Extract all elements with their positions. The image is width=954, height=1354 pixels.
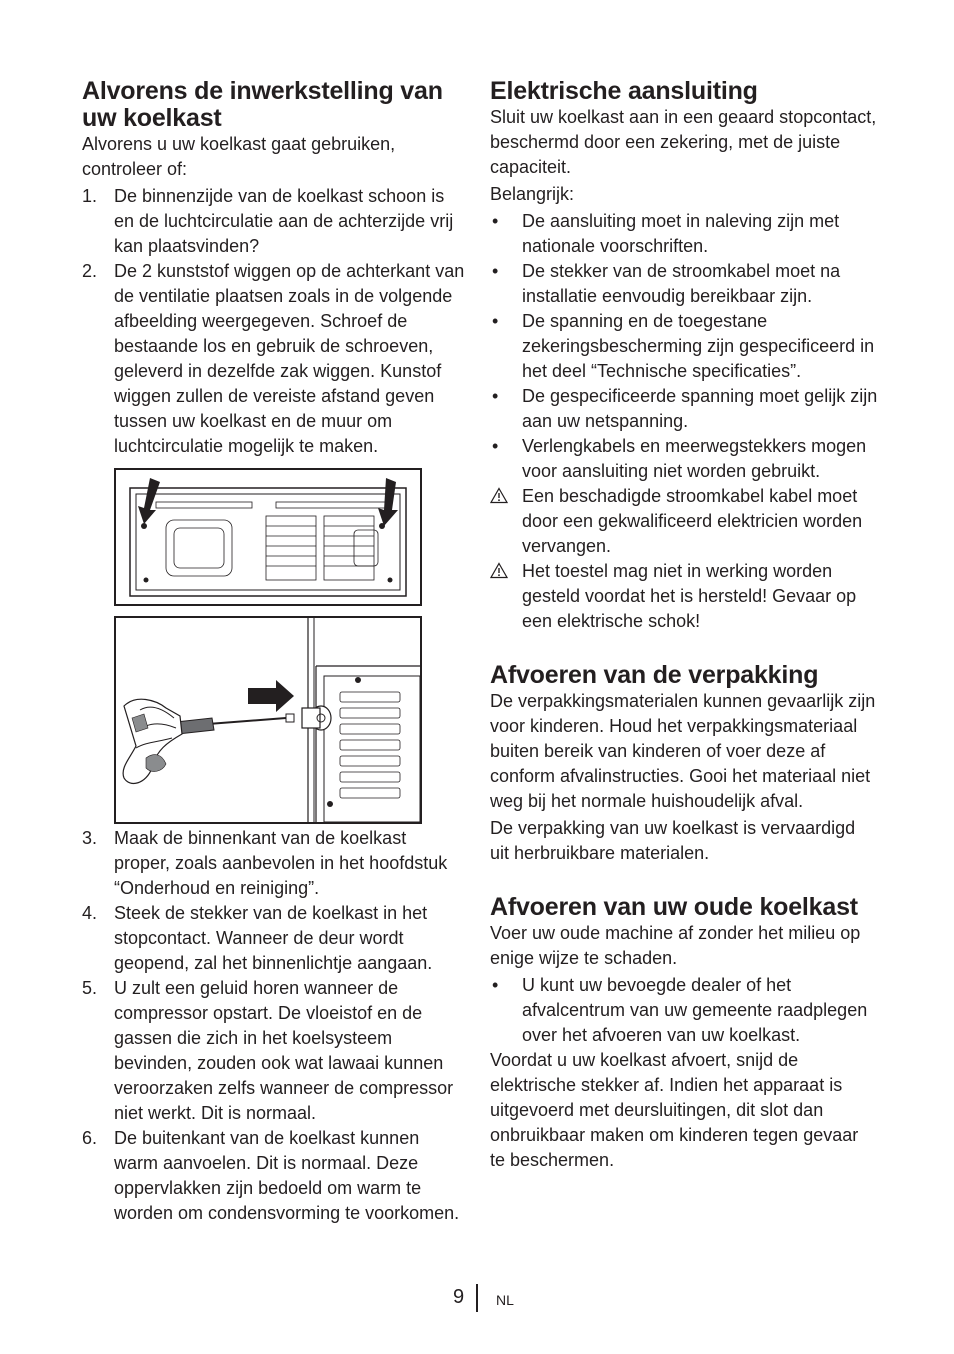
list-item [82, 184, 466, 259]
important-label: Belangrijk: [490, 184, 575, 204]
right-column [490, 78, 878, 1173]
list-item-text: Maak de binnenkant van de koelkast proper, zoals aanbevolen in het hoofdstuk “Onderhoud en reiniging”. [114, 828, 448, 898]
list-item [490, 384, 878, 434]
list-number: 4. [82, 903, 98, 923]
list-item [82, 259, 466, 459]
page-number: 9 [453, 1286, 465, 1308]
bullet-marker: • [492, 975, 499, 995]
list-item [490, 309, 878, 384]
page-footer [0, 1284, 954, 1316]
setup-steps-list-continued [82, 826, 466, 1226]
list-number: 5. [82, 978, 98, 998]
bullet-marker: • [492, 311, 499, 331]
section-heading-electrical: Elektrische aansluiting [490, 77, 758, 105]
warning-triangle-icon [490, 559, 508, 584]
list-item [82, 976, 466, 1126]
list-item-text: De gespecificeerde spanning moet gelijk zijn aan uw netspanning. [522, 386, 878, 431]
section-heading-old-fridge: Afvoeren van uw oude koelkast [490, 893, 858, 921]
warning-text: Een beschadigde stroomkabel kabel moet door een gekwalificeerd elektricien worden vervangen. [522, 486, 863, 556]
list-item-text: Verlengkabels en meerwegstekkers mogen voor aansluiting niet worden gebruikt. [522, 436, 867, 481]
wedge [302, 706, 331, 730]
footer-divider [476, 1284, 478, 1312]
list-item-text: De spanning en de toegestane zekeringsbescherming zijn gespecificeerd in het deel “Technische specificaties”. [522, 311, 875, 381]
packaging-paragraph-1: De verpakkingsmaterialen kunnen gevaarlijk zijn voor kinderen. Houd het verpakkingsmateriaal buiten bereik van kinderen of voer deze af conform afvalinstructies. Gooi het materiaal niet weg bij het normale huishoudelijk afval. [490, 691, 876, 811]
list-number: 3. [82, 828, 98, 848]
list-item [82, 901, 466, 976]
warning-text: Het toestel mag niet in werking worden gesteld voordat het is hersteld! Gevaar op een elektrische schok! [522, 561, 857, 631]
electrical-bullets [490, 209, 878, 484]
warning-triangle-icon [490, 484, 508, 509]
figure-rear-wedges [114, 468, 422, 606]
left-column [82, 78, 466, 1226]
screwdriver-icon [123, 699, 294, 783]
warning-item [490, 484, 878, 559]
list-item [82, 826, 466, 901]
bullet-marker: • [492, 261, 499, 281]
list-item [490, 434, 878, 484]
section-heading-packaging: Afvoeren van de verpakking [490, 661, 819, 689]
list-number: 1. [82, 186, 98, 206]
electrical-intro: Sluit uw koelkast aan in een geaard stopcontact, beschermd door een zekering, met de juiste capaciteit. [490, 107, 877, 177]
list-item-text: U zult een geluid horen wanneer de compressor opstart. De vloeistof en de gassen die zich in het koelsysteem bevinden, zouden ook wat lawaai kunnen veroorzaken zelfs wanneer de compressor niet werkt. Dit is normaal. [114, 978, 454, 1123]
list-item [490, 209, 878, 259]
bullet-marker: • [492, 211, 499, 231]
list-item-text: Steek de stekker van de koelkast in het stopcontact. Wanneer de deur wordt geopend, zal het binnenlichtje aangaan. [114, 903, 433, 973]
list-item-text: De 2 kunststof wiggen op de achterkant van de ventilatie plaatsen zoals in de volgende afbeelding weergegeven. Schroef de bestaande los en gebruik de schroeven, geleverd in dezelfde zak wiggen. Kunstof wiggen zullen de vereiste afstand geven tussen uw koelkast en de muur om luchtcirculatie mogelijk te maken. [114, 261, 465, 456]
list-item-text: De aansluiting moet in naleving zijn met nationale voorschriften. [522, 211, 840, 256]
bullet-marker: • [492, 436, 499, 456]
setup-steps-list [82, 184, 466, 459]
setup-intro: Alvorens u uw koelkast gaat gebruiken, controleer of: [82, 134, 396, 179]
list-item-text: De buitenkant van de koelkast kunnen warm aanvoelen. Dit is normaal. Deze oppervlakken zijn bedoeld om warm te worden om condensvorming te voorkomen. [114, 1128, 460, 1223]
figure-screw-wedge [114, 616, 422, 824]
packaging-paragraph-2: De verpakking van uw koelkast is vervaardigd uit herbruikbare materialen. [490, 818, 856, 863]
section-heading-setup: Alvorens de inwerkstelling van uw koelkast [82, 77, 443, 132]
list-number: 2. [82, 261, 98, 281]
warning-item [490, 559, 878, 634]
bullet-marker: • [492, 386, 499, 406]
list-item [82, 1126, 466, 1226]
language-code: NL [496, 1292, 514, 1308]
old-fridge-bullets [490, 973, 878, 1048]
old-fridge-paragraph-2: Voordat u uw koelkast afvoert, snijd de elektrische stekker af. Indien het apparaat is uitgevoerd met deursluitingen, dit slot dan onbruikbaar maken om kinderen tegen gevaar te beschermen. [490, 1050, 859, 1170]
list-item-text: De binnenzijde van de koelkast schoon is en de luchtcirculatie aan de achterzijde vrij kan plaatsvinden? [114, 186, 454, 256]
list-number: 6. [82, 1128, 98, 1148]
list-item [490, 259, 878, 309]
old-fridge-paragraph-1: Voer uw oude machine af zonder het milieu op enige wijze te schaden. [490, 923, 861, 968]
list-item-text: U kunt uw bevoegde dealer of het afvalcentrum van uw gemeente raadplegen over het afvoeren van uw koelkast. [522, 975, 868, 1045]
list-item-text: De stekker van de stroomkabel moet na installatie eenvoudig bereikbaar zijn. [522, 261, 841, 306]
list-item [490, 973, 878, 1048]
electrical-warnings [490, 484, 878, 634]
arrow-icon [248, 680, 294, 712]
